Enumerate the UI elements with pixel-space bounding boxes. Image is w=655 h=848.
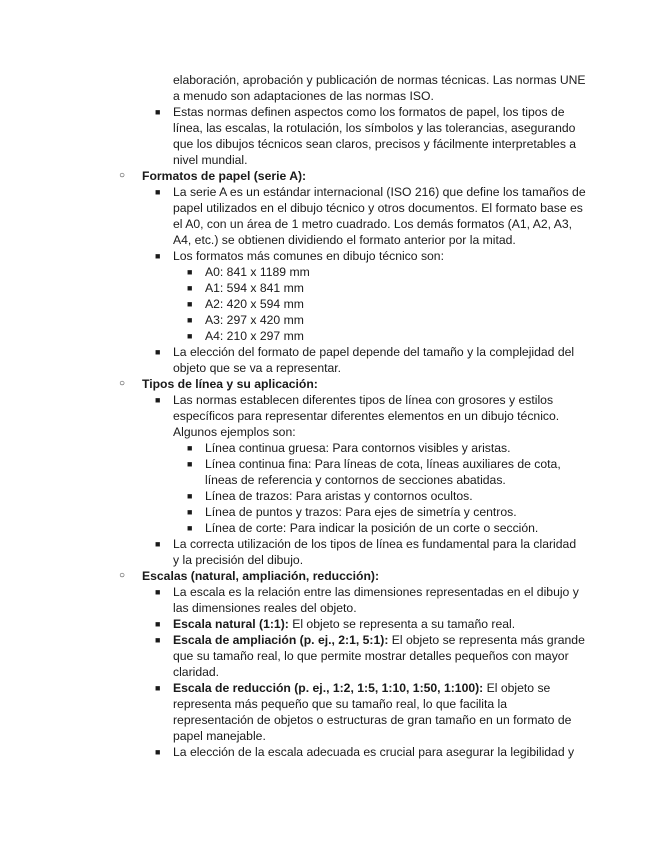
text-line: líneas de referencia y contornos de secciones abatidas. [205,473,506,487]
text-line: elaboración, aprobación y publicación de normas técnicas. Las normas UNE [173,73,586,87]
square-bullet-icon: ■ [155,539,161,549]
list-item: ■ Los formatos más comunes en dibujo técnico son: [155,249,444,263]
text-line: objeto que se va a representar. [173,361,342,375]
text-line: que su tamaño real, lo que permite mostrar detalles pequeños con mayor [173,649,569,663]
list-item: ■ Línea continua fina: Para líneas de cota, líneas auxiliares de cota, [187,457,561,471]
square-bullet-icon: ■ [155,587,161,597]
section-heading-tipos: ○ Tipos de línea y su aplicación: [119,377,318,391]
section-heading-escalas: ○ Escalas (natural, ampliación, reducción): [119,569,380,583]
text-line: línea, las escalas, la rotulación, los símbolos y las tolerancias, asegurando [173,121,576,135]
text-line: a menudo son adaptaciones de las normas ISO. [173,89,434,103]
text-line: específicos para representar diferentes elementos en un dibujo técnico. [173,409,560,423]
text-line: las dimensiones reales del objeto. [173,601,357,615]
list-item: ■ La correcta utilización de los tipos de línea es fundamental para la claridad [155,537,577,551]
text-line: que los dibujos técnicos sean claros, precisos y fácilmente interpretables a [173,137,577,151]
list-item: ■ A0: 841 x 1189 mm [187,265,310,279]
list-item: ■ Línea continua gruesa: Para contornos visibles y aristas. [187,441,511,455]
text-line: representación de objetos o estructuras de gran tamaño en un formato de [173,713,572,727]
square-bullet-icon: ■ [155,747,161,757]
list-item: ■ Línea de puntos y trazos: Para ejes de simetría y centros. [187,505,517,519]
text-line: y la precisión del dibujo. [173,553,304,567]
text-line: A4, etc.) se obtienen dividiendo el formato anterior por la mitad. [173,233,516,247]
text-line: Algunos ejemplos son: [173,425,296,439]
list-item: ■ Las normas establecen diferentes tipos de línea con grosores y estilos [155,393,554,407]
text-line: claridad. [173,665,220,679]
square-bullet-icon: ■ [187,523,193,533]
square-bullet-icon: ■ [155,187,161,197]
list-item: ■ La escala es la relación entre las dimensiones representadas en el dibujo y [155,585,579,599]
text-line: el A0, con un área de 1 metro cuadrado. Los demás formatos (A1, A2, A3, [173,217,573,231]
text-line: papel utilizados en el dibujo técnico y otros documentos. El formato base es [173,201,583,215]
text-line: representa más pequeño que su tamaño real, lo que facilita la [173,697,508,711]
square-bullet-icon: ■ [187,459,193,469]
section-heading-formatos: ○ Formatos de papel (serie A): [119,169,307,183]
square-bullet-icon: ■ [187,299,193,309]
square-bullet-icon: ■ [187,507,193,517]
square-bullet-icon: ■ [155,683,161,693]
square-bullet-icon: ■ [155,107,161,117]
square-bullet-icon: ■ [155,251,161,261]
list-item: ■ Línea de corte: Para indicar la posición de un corte o sección. [187,521,539,535]
circle-bullet-icon: ○ [119,378,126,389]
circle-bullet-icon: ○ [119,570,126,581]
list-item: ■ A2: 420 x 594 mm [187,297,304,311]
list-item: ■ Escala de ampliación (p. ej., 2:1, 5:1): El objeto se representa más grande [155,633,585,647]
square-bullet-icon: ■ [187,283,193,293]
square-bullet-icon: ■ [155,619,161,629]
square-bullet-icon: ■ [187,267,193,277]
square-bullet-icon: ■ [155,395,161,405]
list-item: ■ La serie A es un estándar internacional (ISO 216) que define los tamaños de [155,185,586,199]
square-bullet-icon: ■ [155,347,161,357]
square-bullet-icon: ■ [187,491,193,501]
text-line: nivel mundial. [173,153,248,167]
text-line: papel manejable. [173,729,266,743]
list-item: ■ Línea de trazos: Para aristas y contornos ocultos. [187,489,473,503]
list-item: ■ La elección de la escala adecuada es crucial para asegurar la legibilidad y [155,745,575,759]
circle-bullet-icon: ○ [119,170,126,181]
list-item: ■ A4: 210 x 297 mm [187,329,304,343]
list-item: ■ Estas normas definen aspectos como los formatos de papel, los tipos de [155,105,565,119]
list-item: ■ A3: 297 x 420 mm [187,313,304,327]
square-bullet-icon: ■ [187,315,193,325]
square-bullet-icon: ■ [155,635,161,645]
list-item: ■ Escala natural (1:1): El objeto se representa a su tamaño real. [155,617,516,631]
square-bullet-icon: ■ [187,331,193,341]
list-item: ■ Escala de reducción (p. ej., 1:2, 1:5, 1:10, 1:50, 1:100): El objeto se [155,681,551,695]
square-bullet-icon: ■ [187,443,193,453]
document-content [0,72,655,760]
list-item: ■ La elección del formato de papel depende del tamaño y la complejidad del [155,345,575,359]
list-item: ■ A1: 594 x 841 mm [187,281,304,295]
